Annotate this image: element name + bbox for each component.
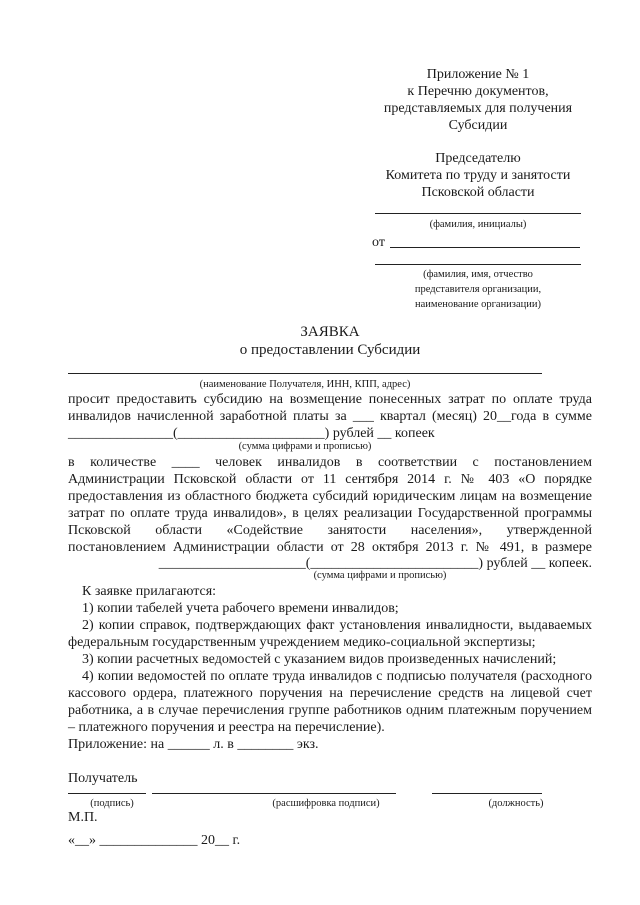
sign-hint: (подпись) xyxy=(90,798,134,809)
recipient-line xyxy=(68,373,542,374)
recipient-label: Получатель xyxy=(68,771,138,786)
signature-line xyxy=(68,793,146,794)
doc-subtitle: о предоставлении Субсидии xyxy=(239,342,421,358)
date-line: «__» ______________ 20__ г. xyxy=(68,833,241,848)
representative-hint-3: наименование организации) xyxy=(415,299,541,310)
attachment-item-2-line-1: 2) копии справок, подтверждающих факт установления инвалидности, выдаваемых xyxy=(82,618,592,633)
body-line-3: _______________(_____________________) рублей __ копеек xyxy=(68,426,435,441)
attachment-item-4-line-2: кассового ордера, платежного поручения на перечисление средств на лицевой счет xyxy=(68,686,592,701)
attachment-item-3: 3) копии расчетных ведомостей с указанием видов произведенных начислений; xyxy=(82,652,557,667)
appendix-line-4: Субсидии xyxy=(448,118,508,133)
addressee-line-2: Комитета по труду и занятости xyxy=(385,168,571,183)
surname-hint: (фамилия, инициалы) xyxy=(429,219,527,230)
from-label: от xyxy=(372,235,385,250)
addressee-line-1: Председателю xyxy=(435,151,521,166)
addressee-line-3: Псковской области xyxy=(421,185,535,200)
appendix-count: Приложение: на ______ л. в ________ экз. xyxy=(68,737,319,752)
attachment-item-1: 1) копии табелей учета рабочего времени инвалидов; xyxy=(82,601,399,616)
body-line-1: просит предоставить субсидию на возмещение понесенных затрат по оплате труда xyxy=(68,392,592,407)
representative-line xyxy=(375,264,581,265)
attachments-intro: К заявке прилагаются: xyxy=(82,584,217,599)
sum-hint-1: (сумма цифрами и прописью) xyxy=(238,441,372,452)
attachment-item-4-line-4: – платежного поручения и реестра на перечисление). xyxy=(68,720,385,735)
position-hint: (должность) xyxy=(488,798,544,809)
attachment-item-2-line-2: федеральным государственным учреждением медико-социальной экспертизы; xyxy=(68,635,536,650)
decode-hint: (расшифровка подписи) xyxy=(272,798,380,809)
recipient-hint: (наименование Получателя, ИНН, КПП, адрес) xyxy=(199,379,411,390)
appendix-line-2: к Перечню документов, xyxy=(407,84,549,99)
body-line-2: инвалидов начисленной заработной платы за ___ квартал (месяц) 20__года в сумме xyxy=(68,409,592,424)
attachment-item-4-line-1: 4) копии ведомостей по оплате труда инвалидов с подписью получателя (расходного xyxy=(82,669,592,684)
body-line-4: в количестве ____ человек инвалидов в соответствии с постановлением xyxy=(68,455,592,470)
appendix-line-3: представляемых для получения xyxy=(383,101,573,116)
body-line-8: Псковской области «Содействие занятости населения», утвержденной xyxy=(68,523,592,538)
body-line-6: предоставления из областного бюджета субсидий юридическим лицам на возмещение xyxy=(68,489,592,504)
representative-hint-1: (фамилия, имя, отчество xyxy=(423,269,533,280)
representative-hint-2: представителя организации, xyxy=(414,284,542,295)
body-line-10: _____________________(________________________) рублей __ копеек. xyxy=(158,556,592,571)
body-line-7: затрат по оплате труда инвалидов», в целях реализации Государственной программы xyxy=(68,506,592,521)
surname-line xyxy=(375,213,581,214)
doc-title: ЗАЯВКА xyxy=(300,324,360,340)
from-line xyxy=(390,247,580,248)
stamp-label: М.П. xyxy=(68,810,98,825)
appendix-title: Приложение № 1 xyxy=(426,67,530,82)
body-line-9: постановлением Администрации области от 28 октября 2013 г. № 491, в размере xyxy=(68,540,592,555)
decode-line xyxy=(152,793,396,794)
body-line-5: Администрации Псковской области от 11 сентября 2014 г. № 403 «О порядке xyxy=(68,472,592,487)
sum-hint-2: (сумма цифрами и прописью) xyxy=(313,570,447,581)
attachment-item-4-line-3: работника, а в случае перечисления группе работников одним платежным поручением xyxy=(68,703,592,718)
position-line xyxy=(432,793,542,794)
